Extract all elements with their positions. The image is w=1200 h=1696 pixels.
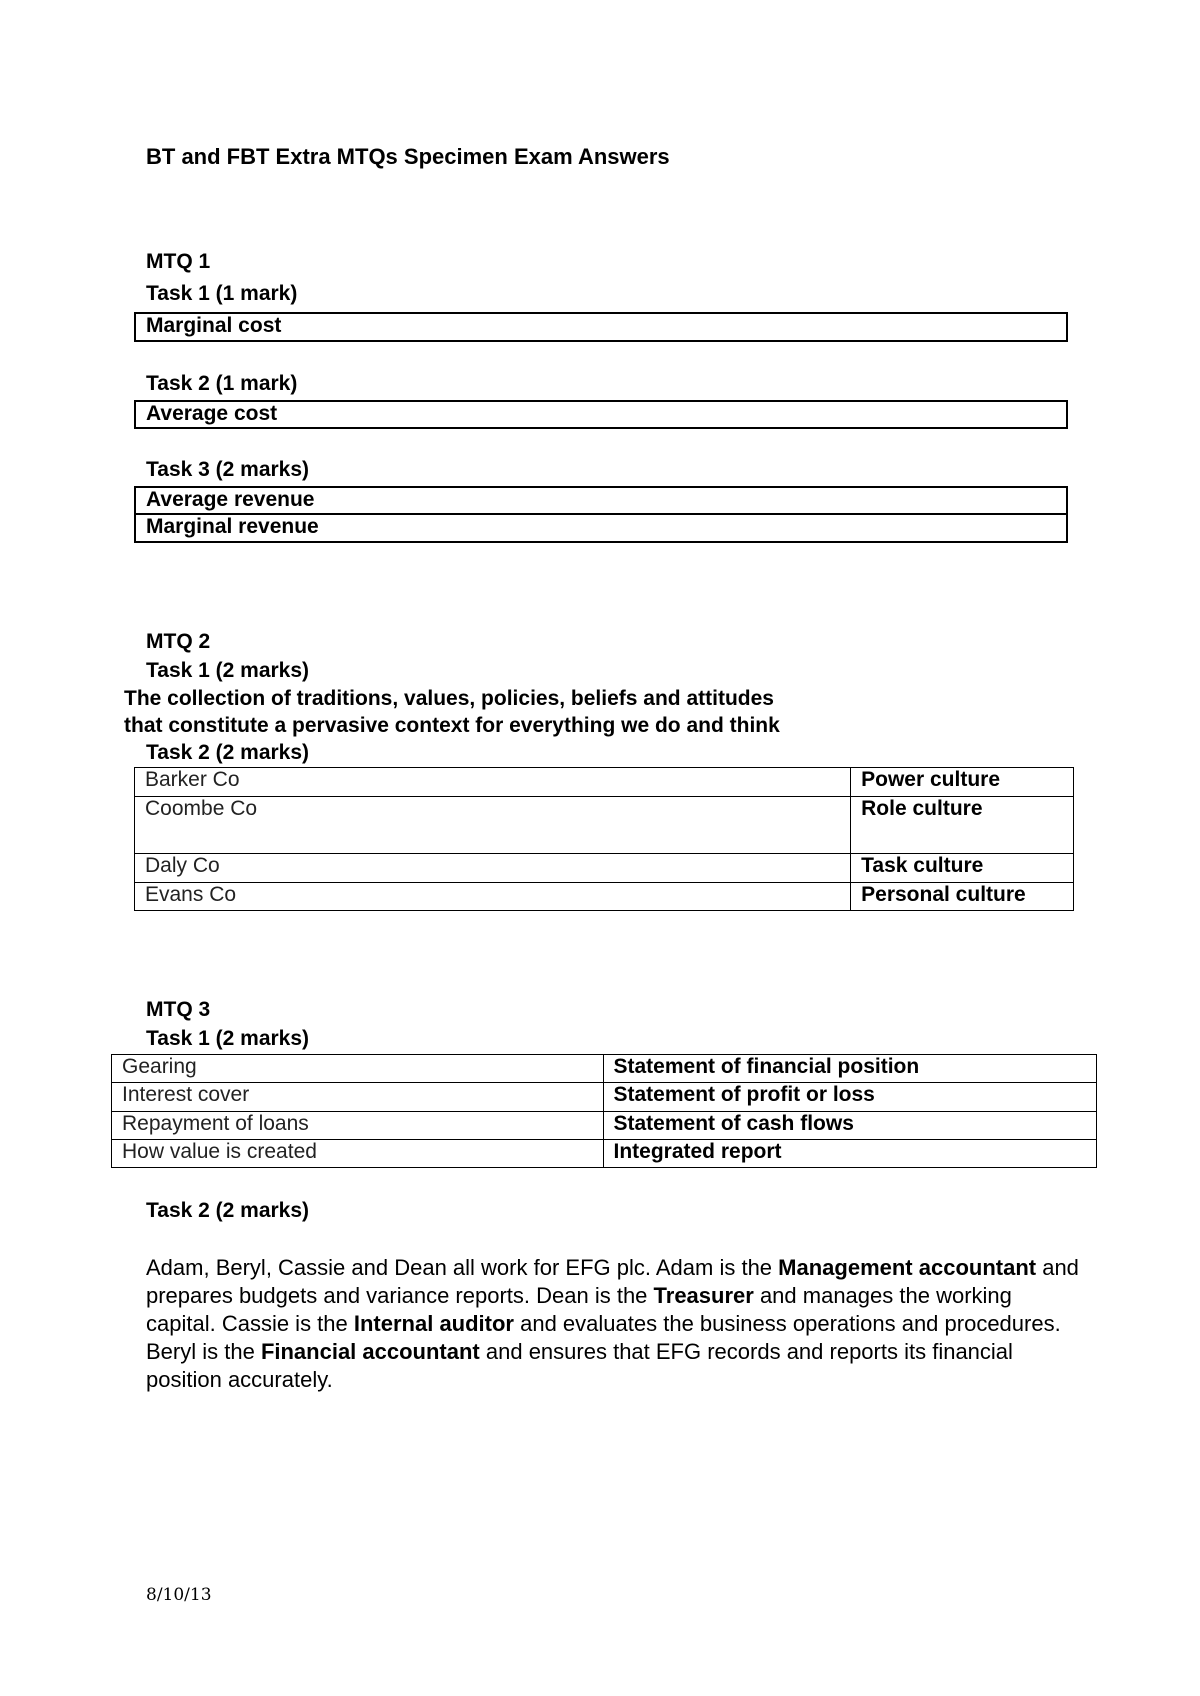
table-row	[112, 1055, 1097, 1083]
mtq1-task3-answer: Marginal revenue	[134, 515, 1068, 543]
mtq2-task1-answer-line: that constitute a pervasive context for everything we do and think	[124, 714, 780, 737]
table-row	[112, 1140, 1097, 1168]
para-text: Adam, Beryl, Cassie and Dean all work for EFG plc. Adam is the	[146, 1255, 779, 1280]
mtq2-heading: MTQ 2	[146, 630, 211, 653]
item-cell: Interest cover	[112, 1083, 604, 1112]
mtq2-task2-label: Task 2 (2 marks)	[146, 741, 310, 764]
mtq1-task1-answer-box	[134, 312, 1068, 342]
mtq3-task1-label: Task 1 (2 marks)	[146, 1027, 310, 1050]
item-cell: Gearing	[112, 1055, 604, 1083]
mtq1-task3-label: Task 3 (2 marks)	[146, 458, 310, 481]
statement-cell: Integrated report	[603, 1140, 1097, 1168]
mtq2-culture-table	[134, 767, 1074, 911]
mtq1-task2-answer: Average cost	[134, 400, 1068, 429]
para-text: and evaluates the business operations and procedures. Beryl is the	[146, 1311, 1061, 1364]
mtq2-task1-label: Task 1 (2 marks)	[146, 659, 310, 682]
mtq1-task1-label: Task 1 (1 mark)	[146, 282, 298, 305]
culture-cell: Personal culture	[851, 883, 1074, 911]
table-row	[112, 1083, 1097, 1112]
table-row	[135, 797, 1074, 854]
table-row	[135, 768, 1074, 797]
table-row	[112, 1112, 1097, 1140]
culture-cell: Task culture	[851, 854, 1074, 883]
company-cell: Coombe Co	[135, 797, 851, 854]
para-text: and prepares budgets and variance reports. Dean is the	[146, 1255, 1079, 1308]
item-cell: Repayment of loans	[112, 1112, 604, 1140]
mtq1-task1-answer: Marginal cost	[134, 312, 1068, 342]
mtq1-task2-answer-box	[134, 400, 1068, 429]
role-financial-accountant: Financial accountant	[260, 1339, 480, 1364]
mtq1-heading: MTQ 1	[146, 250, 211, 273]
item-cell: How value is created	[112, 1140, 604, 1168]
statement-cell: Statement of financial position	[603, 1055, 1097, 1083]
table-row	[135, 854, 1074, 883]
mtq3-statement-table	[111, 1054, 1097, 1168]
mtq1-task3-answer-box	[134, 486, 1068, 543]
culture-cell: Role culture	[851, 797, 1074, 854]
para-text: and manages the working capital. Cassie is the	[146, 1283, 1012, 1336]
mtq3-task2-label: Task 2 (2 marks)	[146, 1199, 310, 1222]
mtq3-heading: MTQ 3	[146, 998, 211, 1021]
company-cell: Daly Co	[135, 854, 851, 883]
mtq2-task1-answer-line: The collection of traditions, values, policies, beliefs and attitudes	[124, 687, 774, 710]
mtq1-task2-label: Task 2 (1 mark)	[146, 372, 298, 395]
role-internal-auditor: Internal auditor	[353, 1311, 514, 1336]
statement-cell: Statement of cash flows	[603, 1112, 1097, 1140]
footer-date: 8/10/13	[146, 1585, 212, 1605]
culture-cell: Power culture	[851, 768, 1074, 797]
company-cell: Barker Co	[135, 768, 851, 797]
role-treasurer: Treasurer	[653, 1283, 754, 1308]
para-text: and ensures that EFG records and reports its financial position accurately.	[146, 1339, 1013, 1392]
mtq1-task3-answer: Average revenue	[134, 486, 1068, 515]
statement-cell: Statement of profit or loss	[603, 1083, 1097, 1112]
document-title: BT and FBT Extra MTQs Specimen Exam Answers	[146, 144, 670, 169]
mtq3-task2-answer-paragraph	[146, 1254, 1086, 1394]
role-management-accountant: Management accountant	[778, 1255, 1037, 1280]
company-cell: Evans Co	[135, 883, 851, 911]
table-row	[135, 883, 1074, 911]
